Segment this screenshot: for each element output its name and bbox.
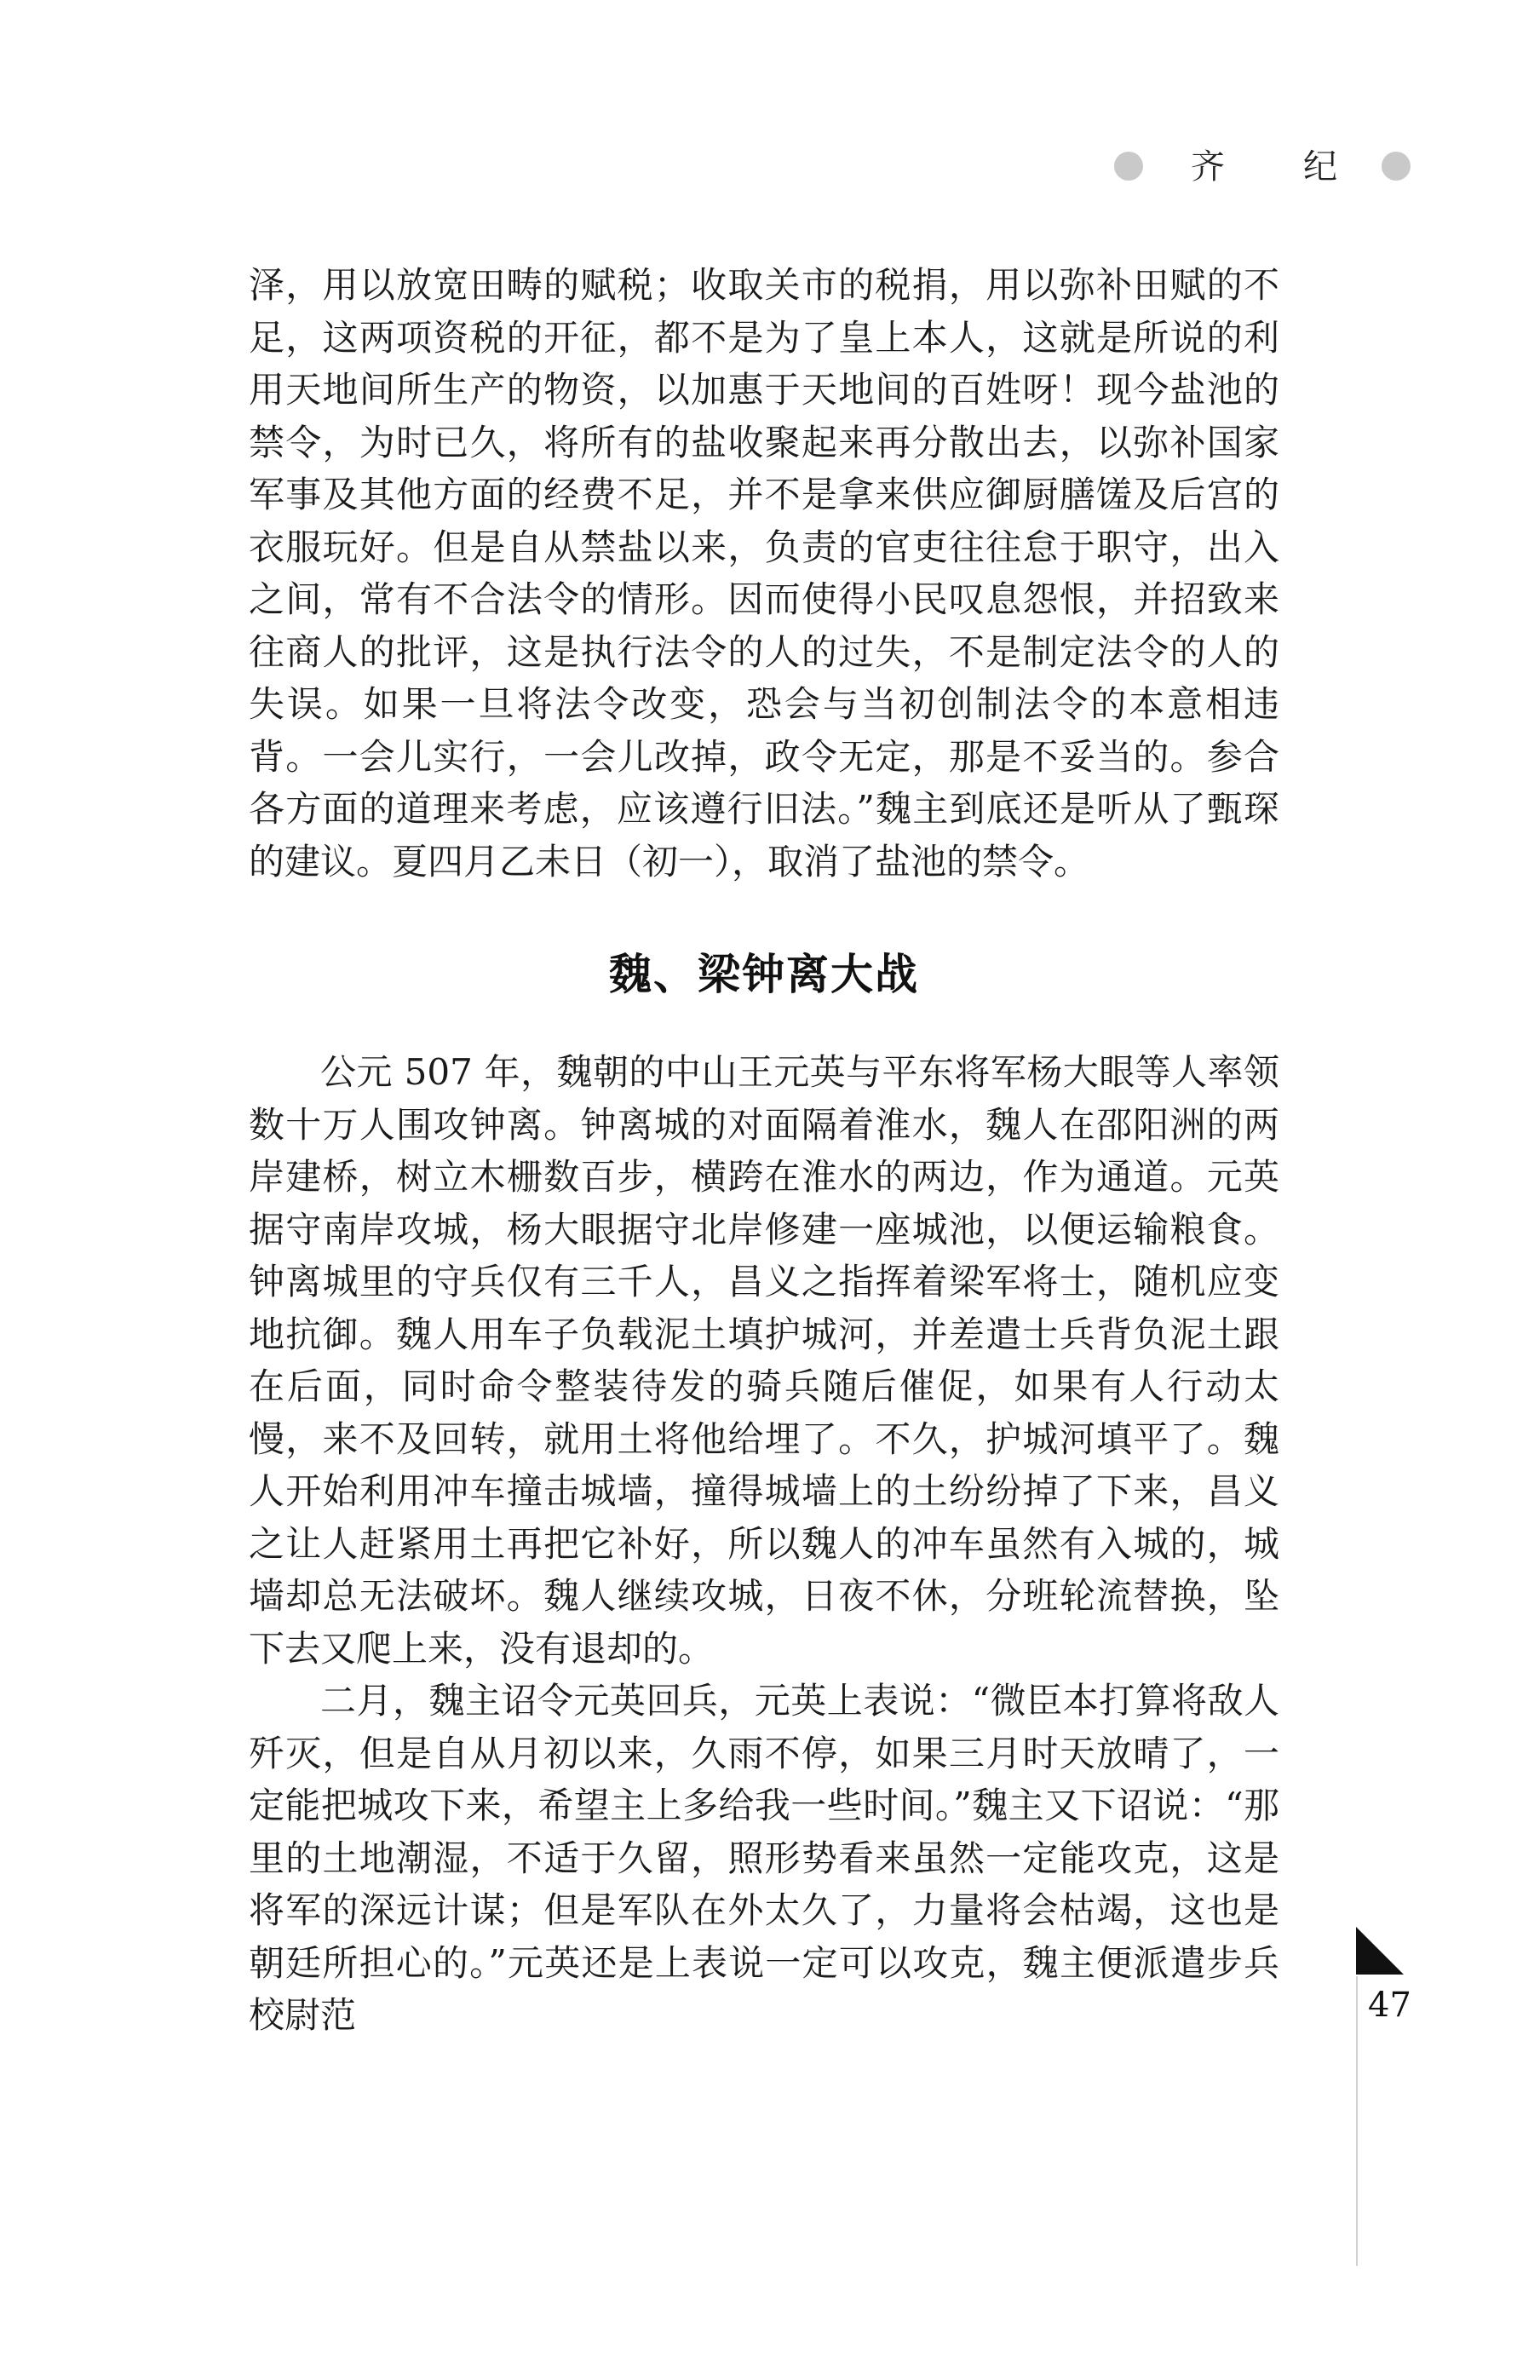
header-title-char-2: 纪 [1303,147,1337,187]
margin-rule [1356,1976,1358,2266]
paragraph: 泽，用以放宽田畴的赋税；收取关市的税捐，用以弥补田赋的不足，这两项资税的开征，都不是为了皇上本人，这就是所说的利用天地间所生产的物资，以加惠于天地间的百姓呀！现今盐池的禁令，为时已久，将所有的盐收聚起来再分散出去，以弥补国家军事及其他方面的经费不足，并不是拿来供应御厨膳馐及后宫的衣服玩好。但是自从禁盐以来，负责的官吏往往怠于职守，出入之间，常有不合法令的情形。因而使得小民叹息怨恨，并招致来往商人的批评，这是执行法令的人的过失，不是制定法令的人的失误。如果一旦将法令改变，恐会与当初创制法令的本意相违背。一会儿实行，一会儿改掉，政令无定，那是不妥当的。参合各方面的道理来考虑，应该遵行旧法。”魏主到底还是听从了甄琛的建议。夏四月乙未日（初一），取消了盐池的禁令。 [249,264,1279,882]
section-title: 魏、梁钟离大战 [609,950,919,999]
header-dot-left-icon [1114,152,1143,181]
page-number: 47 [1368,1986,1411,2025]
header-title-char-1: 齐 [1191,147,1225,187]
paragraph: 公元 507 年，魏朝的中山王元英与平东将军杨大眼等人率领数十万人围攻钟离。钟离城的对面隔着淮水，魏人在邵阳洲的两岸建桥，树立木栅数百步，横跨在淮水的两边，作为通道。元英据守南岸攻城，杨大眼据守北岸修建一座城池，以便运输粮食。钟离城里的守兵仅有三千人，昌义之指挥着梁军将士，随机应变地抗御。魏人用车子负载泥土填护城河，并差遣士兵背负泥土跟在后面，同时命令整装待发的骑兵随后催促，如果有人行动太慢，来不及回转，就用土将他给埋了。不久，护城河填平了。魏人开始利用冲车撞击城墙，撞得城墙上的土纷纷掉了下来，昌义之让人赶紧用土再把它补好，所以魏人的冲车虽然有入城的，城墙却总无法破坏。魏人继续攻城，日夜不休，分班轮流替换，坠下去又爬上来，没有退却的。 [249,1051,1279,1670]
triangle-marker-icon [1356,1927,1404,1975]
running-header [1107,143,1448,203]
body-text-section [249,1046,1279,2042]
paragraph: 二月，魏主诏令元英回兵，元英上表说：“微臣本打算将敌人歼灭，但是自从月初以来，久雨不停，如果三月时天放晴了，一定能把城攻下来，希望主上多给我一些时间。”魏主又下诏说：“那里的土地潮湿，不适于久留，照形势看来虽然一定能攻克，这是将军的深远计谋；但是军队在外太久了，力量将会枯竭，这也是朝廷所担心的。”元英还是上表说一定可以攻克，魏主便派遣步兵校尉范 [249,1680,1279,2036]
header-dot-right-icon [1382,152,1411,181]
page-corner-marker [1356,1927,1407,1976]
body-text-continued [249,259,1279,888]
